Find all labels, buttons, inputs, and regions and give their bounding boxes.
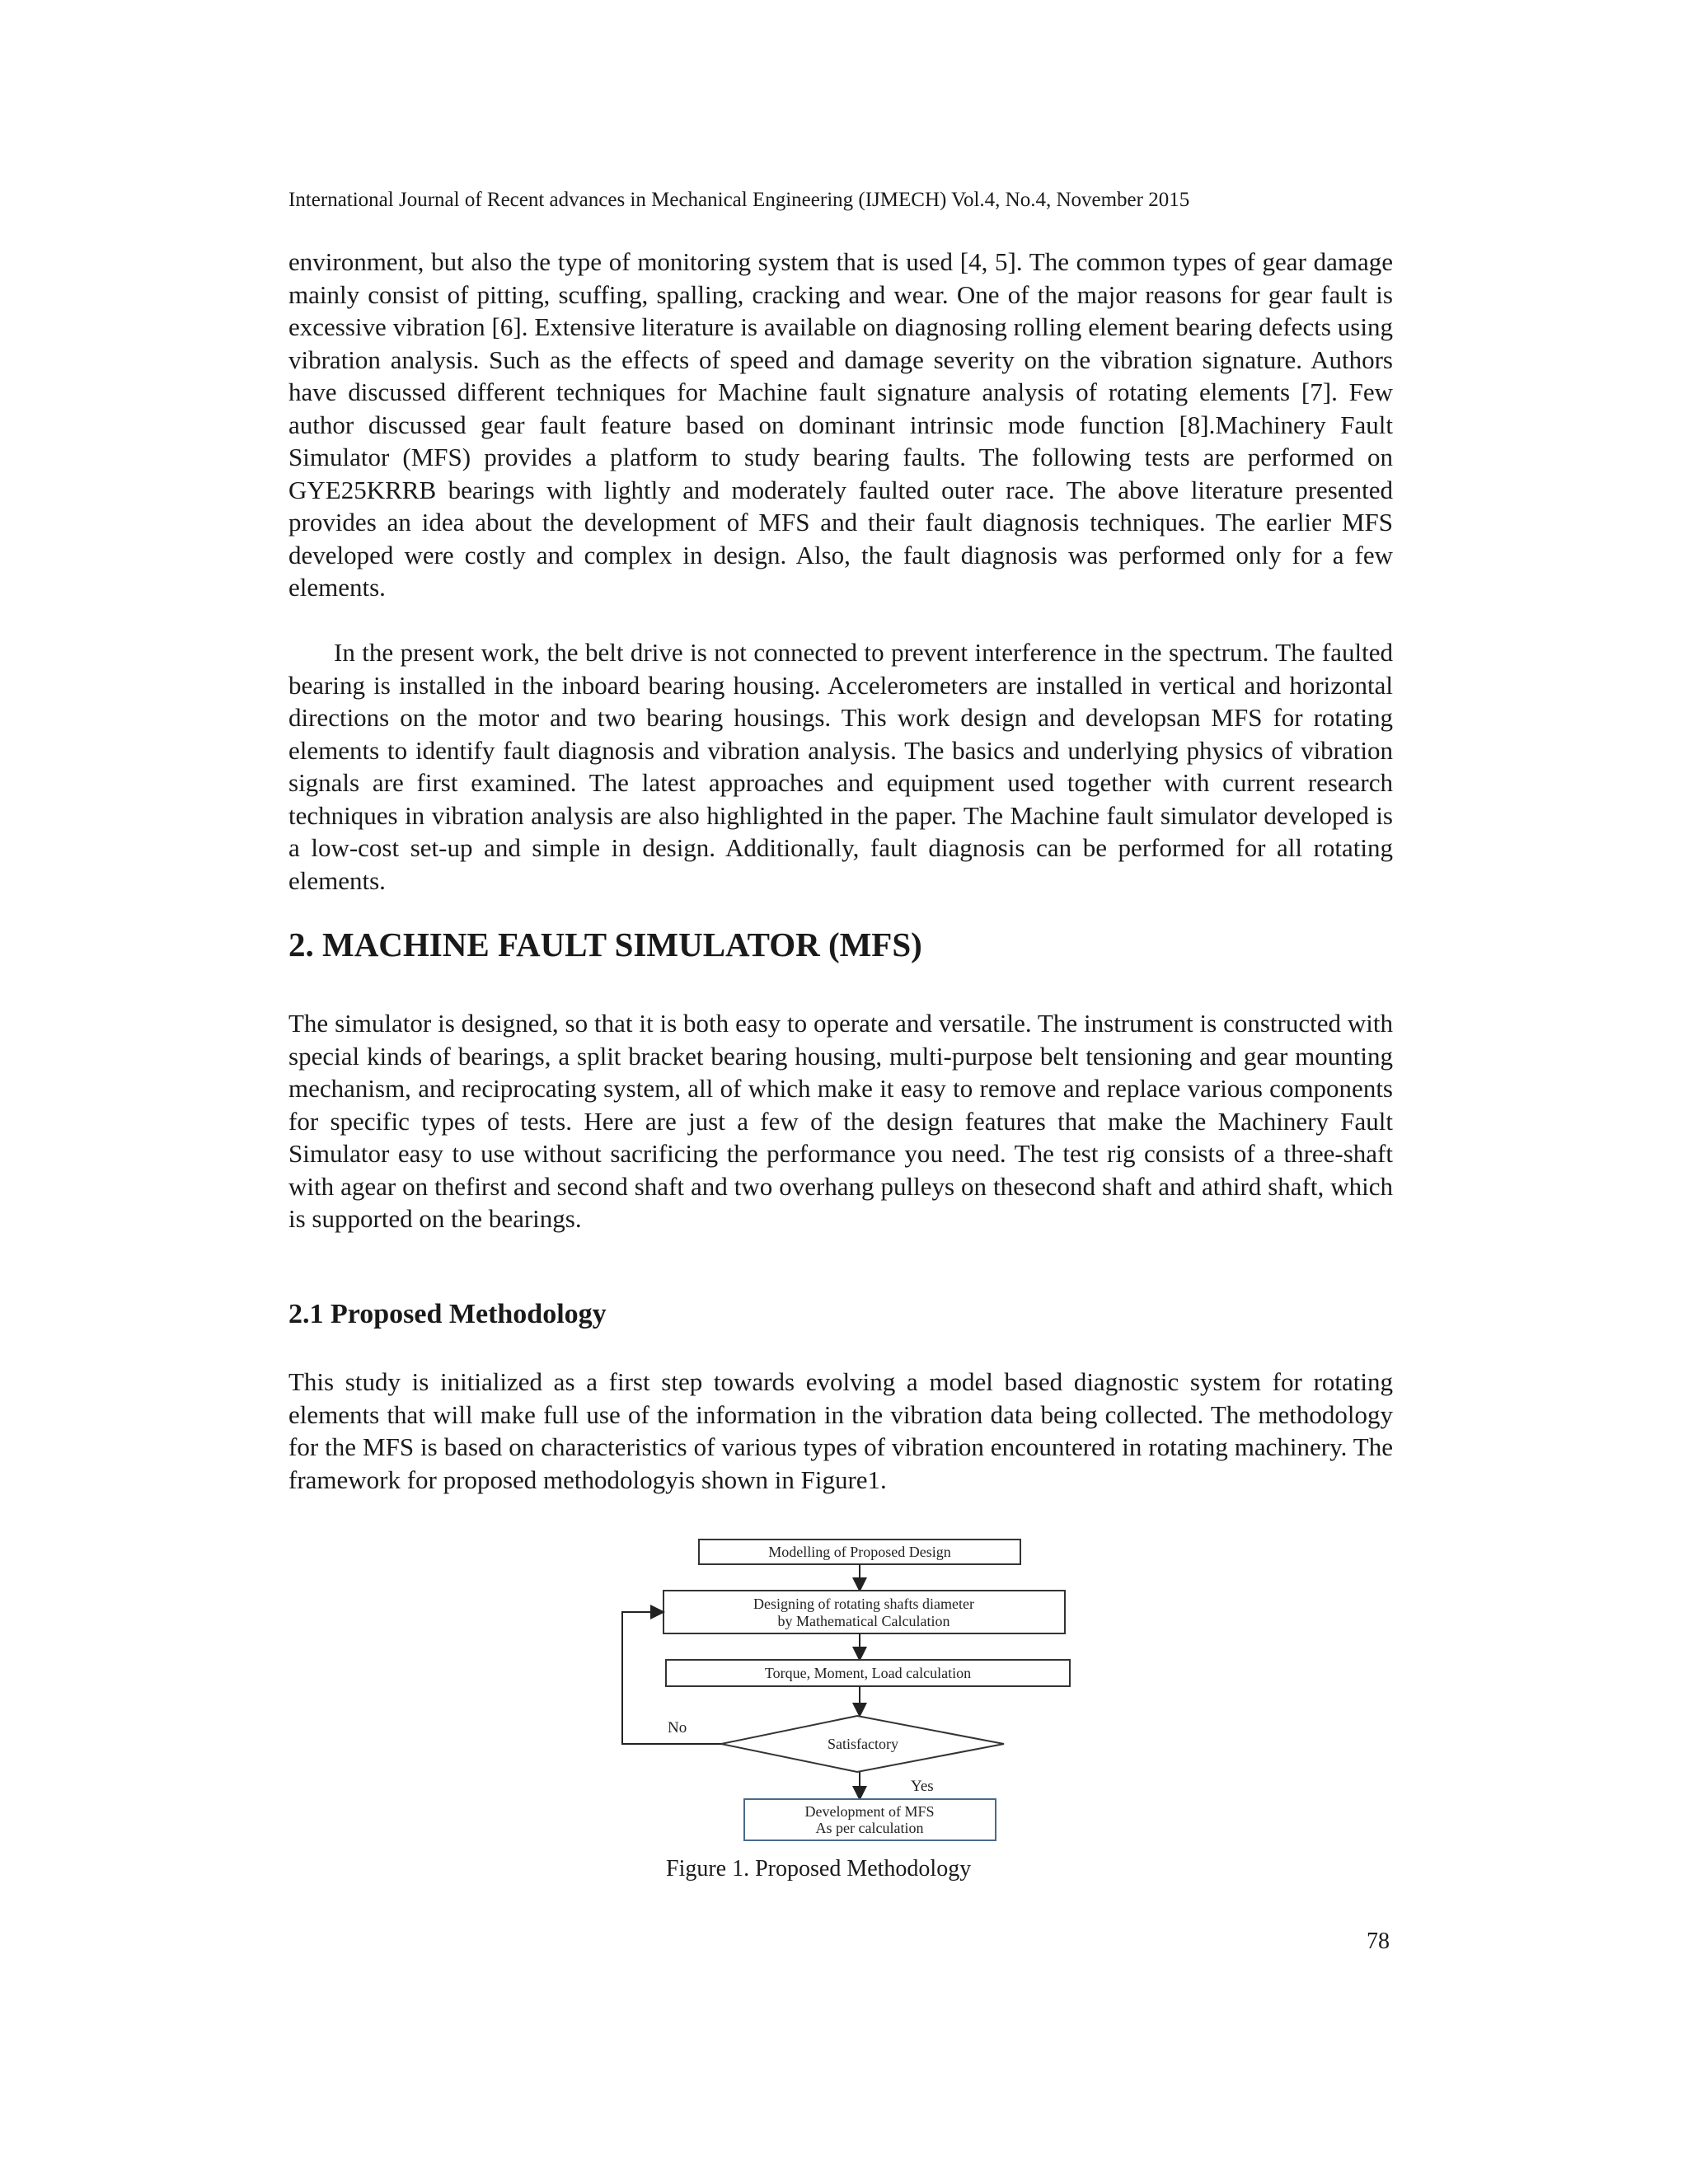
subsection-heading: 2.1 Proposed Methodology [288,1299,607,1329]
shaft-design-label-2: by Mathematical Calculation [777,1613,950,1629]
body-paragraph-1: environment, but also the type of monitoring system that is used [4, 5]. The common types of gear damage mainly consist of pitting, scuffing, spalling, cracking and wear. One of the major reasons for gear fault is excessive vibration [6]. Extensive literature is available on diagnosing rolling element bearing defects using vibration analysis. Such as the effects of speed and damage severity on the vibration signature. Authors have discussed different techniques for Machine fault signature analysis of rotating elements [7]. Few author discussed gear fault feature based on dominant intrinsic mode function [8].Machinery Fault Simulator (MFS) provides a platform to study bearing faults. The following tests are performed on GYE25KRRB bearings with lightly and moderately faulted outer race. The above literature presented provides an idea about the development of MFS and their fault diagnosis techniques. The earlier MFS developed were costly and complex in design. Also, the fault diagnosis was performed only for a few elements. [288,247,1393,602]
body-paragraph-2: In the present work, the belt drive is not connected to prevent interference in the spectrum. The faulted bearing is installed in the inboard bearing housing. Accelerometers are installed in vertical and horizontal directions on the motor and two bearing housings. This work design and developsan MFS for rotating elements to identify fault diagnosis and vibration analysis. The basics and underlying physics of vibration signals are first examined. The latest approaches and equipment used together with current research techniques in vibration analysis are also highlighted in the paper. The Machine fault simulator developed is a low-cost set-up and simple in design. Additionally, fault diagnosis can be performed for all rotating elements. [288,638,1393,895]
development-label-2: As per calculation [815,1820,924,1836]
section-paragraph: The simulator is designed, so that it is both easy to operate and versatile. The instrument is constructed with special kinds of bearings, a split bracket bearing housing, multi-purpose belt tensioning and gear mounting mechanism, and reciprocating system, all of which make it easy to remove and replace various components for specific types of tests. Here are just a few of the design features that make the Machinery Fault Simulator easy to use without sacrificing the performance you need. The test rig consists of a three-shaft with agear on thefirst and second shaft and two overhang pulleys on thesecond shaft and athird shaft, which is supported on the bearings. [288,1009,1393,1233]
page-number: 78 [1367,1929,1390,1954]
running-header: International Journal of Recent advances in Mechanical Engineering (IJMECH) Vol.4, No.4, November 2015 [288,189,1190,211]
figure-caption: Figure 1. Proposed Methodology [666,1856,972,1882]
shaft-design-label-1: Designing of rotating shafts diameter [753,1596,974,1612]
methodology-flowchart [610,1533,1039,1854]
calculation-label: Torque, Moment, Load calculation [764,1665,972,1681]
modelling-label: Modelling of Proposed Design [768,1544,951,1560]
yes-label: Yes [911,1778,934,1795]
development-label-1: Development of MFS [804,1803,935,1820]
section-heading: 2. MACHINE FAULT SIMULATOR (MFS) [288,926,922,963]
satisfactory-label: Satisfactory [828,1736,898,1752]
subsection-paragraph: This study is initialized as a first step towards evolving a model based diagnostic system for rotating elements that will make full use of the information in the vibration data being collected. The methodology for the MFS is based on characteristics of various types of vibration encountered in rotating machinery. The framework for proposed methodologyis shown in Figure1. [288,1367,1393,1494]
no-label: No [668,1719,687,1736]
